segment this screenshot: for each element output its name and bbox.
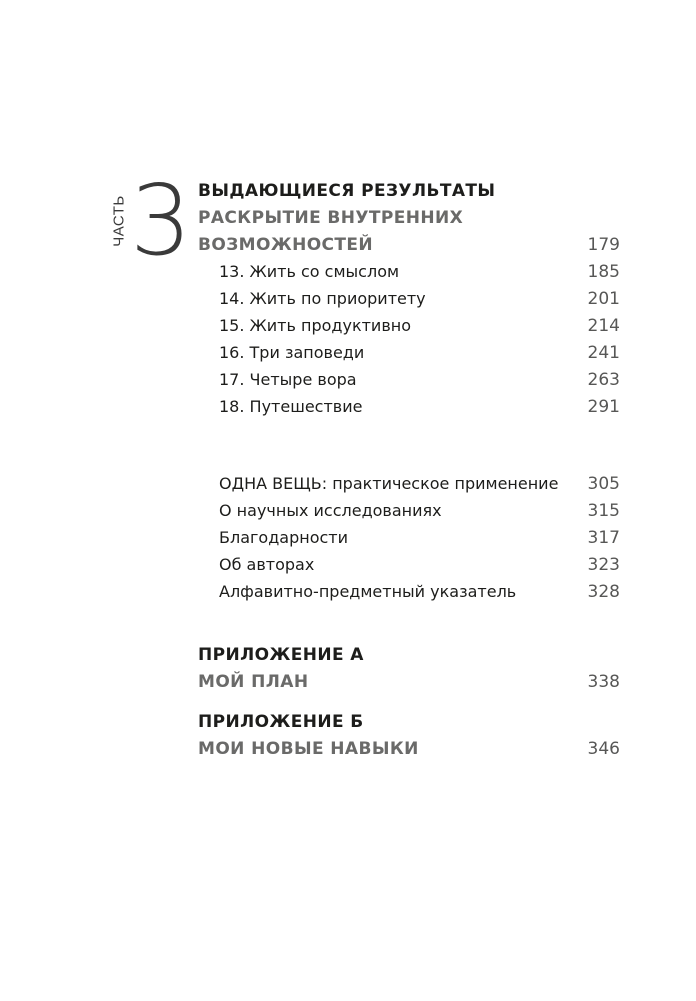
toc-chapter-13[interactable] [0,262,696,286]
toc-backmatter-authors[interactable] [0,555,696,579]
part-title-line-1: ВЫДАЮЩИЕСЯ РЕЗУЛЬТАТЫ [198,181,496,201]
appendix-a-title: МОЙ ПЛАН [198,672,309,692]
appendix-a-heading: ПРИЛОЖЕНИЕ А [198,645,364,665]
toc-appendix-b[interactable] [0,739,696,763]
backmatter-title: ОДНА ВЕЩЬ: практическое применение [219,474,559,493]
toc-backmatter-research[interactable] [0,501,696,525]
part-page-number: 179 [587,235,620,255]
toc-chapter-16[interactable] [0,343,696,367]
backmatter-title: О научных исследованиях [219,501,442,520]
backmatter-title: Благодарности [219,528,348,547]
backmatter-page: 323 [587,555,620,575]
part-title-row-3[interactable] [0,235,696,259]
chapter-title: 16. Три заповеди [219,343,365,362]
toc-backmatter-one-thing[interactable] [0,474,696,498]
chapter-page: 214 [587,316,620,336]
part-number: 3 [130,164,192,277]
backmatter-title: Об авторах [219,555,315,574]
appendix-a-heading-row [0,645,696,669]
chapter-title: 17. Четыре вора [219,370,357,389]
chapter-title: 18. Путешествие [219,397,363,416]
backmatter-page: 305 [587,474,620,494]
toc-chapter-18[interactable] [0,397,696,421]
chapter-title: 13. Жить со смыслом [219,262,400,281]
toc-chapter-17[interactable] [0,370,696,394]
part-title-line-3: ВОЗМОЖНОСТЕЙ [198,235,374,255]
appendix-b-heading-row [0,712,696,736]
appendix-b-heading: ПРИЛОЖЕНИЕ Б [198,712,364,732]
part-title-line-2: РАСКРЫТИЕ ВНУТРЕННИХ [198,208,464,228]
appendix-a-page: 338 [587,672,620,692]
appendix-b-title: МОИ НОВЫЕ НАВЫКИ [198,739,419,759]
chapter-page: 241 [587,343,620,363]
backmatter-page: 317 [587,528,620,548]
chapter-page: 291 [587,397,620,417]
part-title-row-2 [0,208,696,232]
part-label-text: ЧАСТЬ [110,195,128,247]
toc-chapter-15[interactable] [0,316,696,340]
chapter-page: 185 [587,262,620,282]
backmatter-page: 315 [587,501,620,521]
chapter-page: 263 [587,370,620,390]
backmatter-page: 328 [587,582,620,602]
backmatter-title: Алфавитно-предметный указатель [219,582,517,601]
part-title-row-1 [0,181,696,205]
chapter-title: 14. Жить по приоритету [219,289,426,308]
chapter-page: 201 [587,289,620,309]
toc-appendix-a[interactable] [0,672,696,696]
toc-backmatter-acknowledgments[interactable] [0,528,696,552]
toc-chapter-14[interactable] [0,289,696,313]
chapter-title: 15. Жить продуктивно [219,316,411,335]
appendix-b-page: 346 [587,739,620,759]
toc-backmatter-index[interactable] [0,582,696,606]
